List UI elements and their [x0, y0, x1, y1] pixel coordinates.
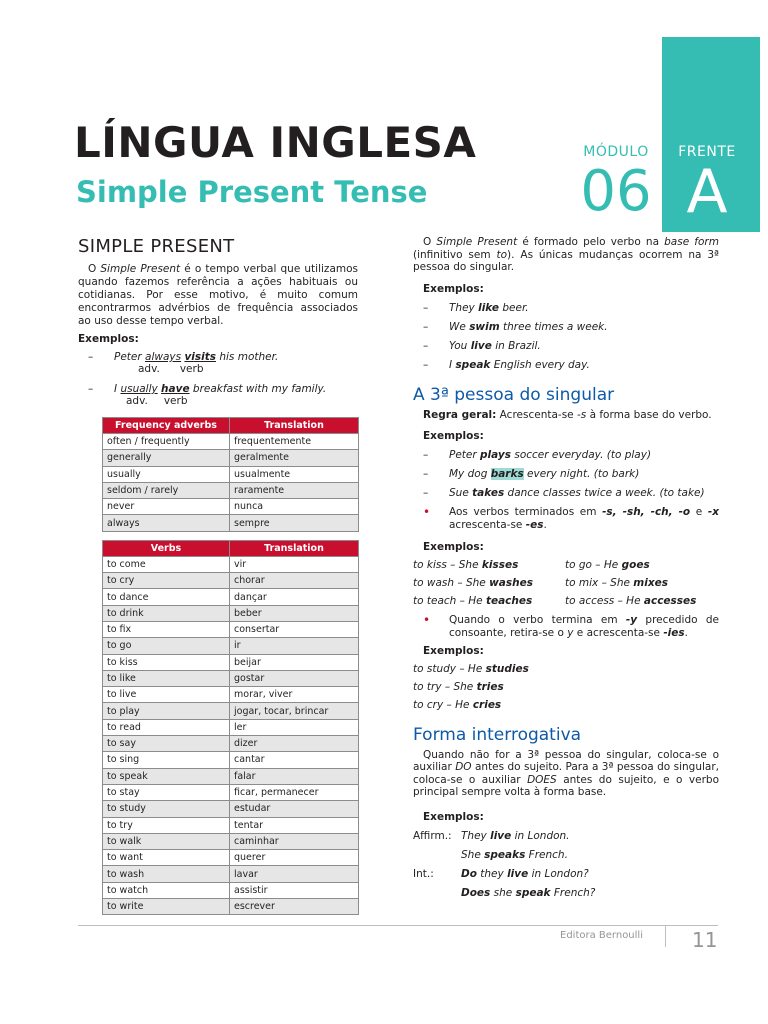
translation-cell: estudar [230, 801, 359, 817]
term-cell: to wash [103, 866, 230, 882]
term-cell: to want [103, 850, 230, 866]
footer-divider [78, 925, 718, 926]
translation-cell: frequentemente [230, 434, 359, 450]
section-heading: SIMPLE PRESENT [78, 236, 235, 257]
bullet-icon: • [423, 504, 431, 519]
page-number: 11 [692, 928, 718, 952]
table-row [103, 482, 359, 498]
translation-cell: raramente [230, 482, 359, 498]
translation-cell: querer [230, 850, 359, 866]
table-row [103, 752, 359, 768]
verbs-table [102, 540, 359, 916]
translation-cell: jogar, tocar, brincar [230, 703, 359, 719]
example-item: – You live in Brazil. [423, 339, 541, 352]
right-column [413, 236, 719, 899]
example-item: – They like beer. [423, 301, 529, 314]
example-item: – I speak English every day. [423, 358, 590, 371]
frente-label: FRENTE [678, 144, 736, 160]
table-row [103, 801, 359, 817]
footer-separator [665, 925, 666, 947]
translation-cell: lavar [230, 866, 359, 882]
term-cell: often / frequently [103, 434, 230, 450]
frequency-adverbs-table [102, 417, 359, 532]
term-cell: usually [103, 466, 230, 482]
table-row [103, 589, 359, 605]
translation-cell: chorar [230, 573, 359, 589]
translation-cell: morar, viver [230, 687, 359, 703]
translation-cell: gostar [230, 670, 359, 686]
left-column [78, 236, 358, 915]
term-cell: to kiss [103, 654, 230, 670]
term-cell: to go [103, 638, 230, 654]
example-pair: to kiss – She kisses to go – He goes [413, 558, 650, 571]
term-cell: always [103, 515, 230, 531]
rule-bullet: • Aos verbos terminados em -s, -sh, -ch, -o e -x acrescenta-se -es. [423, 504, 719, 531]
table-row [103, 499, 359, 515]
table-row [103, 687, 359, 703]
table-row [103, 882, 359, 898]
examples-label: Exemplos: [423, 810, 484, 823]
table-row [103, 866, 359, 882]
table-header: Frequency adverbs [103, 418, 230, 434]
table-row [103, 573, 359, 589]
bullet-icon: • [423, 612, 431, 627]
table-row [103, 621, 359, 637]
example-item: to cry – He cries [413, 698, 502, 711]
examples-label: Exemplos: [78, 333, 139, 345]
rule-bullet: • Quando o verbo termina em -y precedido de consoante, retira-se o y e acrescenta-se -ies. [423, 612, 719, 639]
term-cell: to watch [103, 882, 230, 898]
general-rule: Regra geral: Acrescenta-se -s à forma base do verbo. [423, 408, 712, 421]
affirmative-example: She speaks French. [461, 848, 568, 861]
translation-cell: escrever [230, 899, 359, 915]
table-row [103, 654, 359, 670]
term-cell: to write [103, 899, 230, 915]
translation-cell: beijar [230, 654, 359, 670]
example-pair: to wash – She washes to mix – She mixes [413, 576, 668, 589]
translation-cell: consertar [230, 621, 359, 637]
translation-cell: dançar [230, 589, 359, 605]
table-row [103, 638, 359, 654]
translation-cell: vir [230, 556, 359, 572]
translation-cell: caminhar [230, 833, 359, 849]
translation-cell: usualmente [230, 466, 359, 482]
affirmative-example: Affirm.: They live in London. [413, 829, 570, 842]
example-item: – Peter always visits his mother. adv. verb [88, 351, 279, 375]
frente-letter: A [686, 157, 728, 227]
term-cell: seldom / rarely [103, 482, 230, 498]
table-row [103, 605, 359, 621]
translation-cell: geralmente [230, 450, 359, 466]
translation-cell: dizer [230, 736, 359, 752]
table-header: Verbs [103, 540, 230, 556]
term-cell: to study [103, 801, 230, 817]
translation-cell: tentar [230, 817, 359, 833]
table-row [103, 515, 359, 531]
term-cell: to sing [103, 752, 230, 768]
table-row [103, 450, 359, 466]
interrogative-example: Does she speak French? [461, 886, 596, 899]
examples-label: Exemplos: [423, 644, 484, 657]
interrogative-example: Int.: Do they live in London? [413, 867, 589, 880]
example-item: to study – He studies [413, 662, 529, 675]
term-cell: to say [103, 736, 230, 752]
term-cell: to stay [103, 784, 230, 800]
term-cell: to play [103, 703, 230, 719]
term-cell: to cry [103, 573, 230, 589]
translation-cell: ler [230, 719, 359, 735]
table-row [103, 670, 359, 686]
term-cell: to dance [103, 589, 230, 605]
publisher-name: Editora Bernoulli [560, 930, 643, 941]
examples-label: Exemplos: [423, 429, 484, 442]
example-item: – Peter plays soccer everyday. (to play) [423, 448, 652, 461]
table-row [103, 736, 359, 752]
example-item: – My dog barks every night. (to bark) [423, 467, 640, 480]
translation-cell: ficar, permanecer [230, 784, 359, 800]
table-row [103, 703, 359, 719]
modulo-label: MÓDULO [583, 144, 649, 160]
table-row [103, 768, 359, 784]
page-subtitle: Simple Present Tense [76, 175, 428, 209]
examples-label: Exemplos: [423, 282, 484, 295]
term-cell: to live [103, 687, 230, 703]
term-cell: to walk [103, 833, 230, 849]
term-cell: to speak [103, 768, 230, 784]
table-row [103, 434, 359, 450]
term-cell: to drink [103, 605, 230, 621]
table-row [103, 899, 359, 915]
table-row [103, 784, 359, 800]
third-person-heading: A 3ª pessoa do singular [413, 384, 615, 405]
table-row [103, 817, 359, 833]
translation-cell: assistir [230, 882, 359, 898]
table-row [103, 850, 359, 866]
example-item: – Sue takes dance classes twice a week. (to take) [423, 486, 705, 499]
formation-paragraph: O Simple Present é formado pelo verbo na base form (infinitivo sem to). As únicas mudanças ocorrem na 3ª pessoa do singular. [413, 236, 719, 273]
term-cell: to try [103, 817, 230, 833]
interrogative-paragraph: Quando não for a 3ª pessoa do singular, coloca-se o auxiliar DO antes do sujeito. Para a 3ª pessoa do singular, coloca-se o auxiliar DOES antes do sujeito, e o verbo principal sempre volta à forma base. [413, 748, 719, 798]
table-header: Translation [230, 418, 359, 434]
table-row [103, 466, 359, 482]
term-cell: to come [103, 556, 230, 572]
translation-cell: beber [230, 605, 359, 621]
example-item: to try – She tries [413, 680, 504, 693]
intro-paragraph: O Simple Present é o tempo verbal que utilizamos quando fazemos referência a ações habituais ou cotidianas. Por esse motivo, é muito comum encontrarmos advérbios de frequência associados ao uso desse tempo verbal. [78, 263, 358, 327]
table-row [103, 719, 359, 735]
term-cell: to like [103, 670, 230, 686]
translation-cell: cantar [230, 752, 359, 768]
example-pair: to teach – He teaches to access – He accesses [413, 594, 697, 607]
examples-label: Exemplos: [423, 540, 484, 553]
translation-cell: sempre [230, 515, 359, 531]
modulo-number: 06 [580, 159, 652, 224]
example-item: – We swim three times a week. [423, 320, 608, 333]
example-item: – I usually have breakfast with my family. adv. verb [88, 383, 327, 407]
translation-cell: ir [230, 638, 359, 654]
term-cell: never [103, 499, 230, 515]
translation-cell: falar [230, 768, 359, 784]
table-header: Translation [230, 540, 359, 556]
interrogative-heading: Forma interrogativa [413, 724, 582, 745]
term-cell: generally [103, 450, 230, 466]
translation-cell: nunca [230, 499, 359, 515]
table-row [103, 833, 359, 849]
term-cell: to fix [103, 621, 230, 637]
page-title: LÍNGUA INGLESA [74, 118, 477, 167]
table-row [103, 556, 359, 572]
term-cell: to read [103, 719, 230, 735]
